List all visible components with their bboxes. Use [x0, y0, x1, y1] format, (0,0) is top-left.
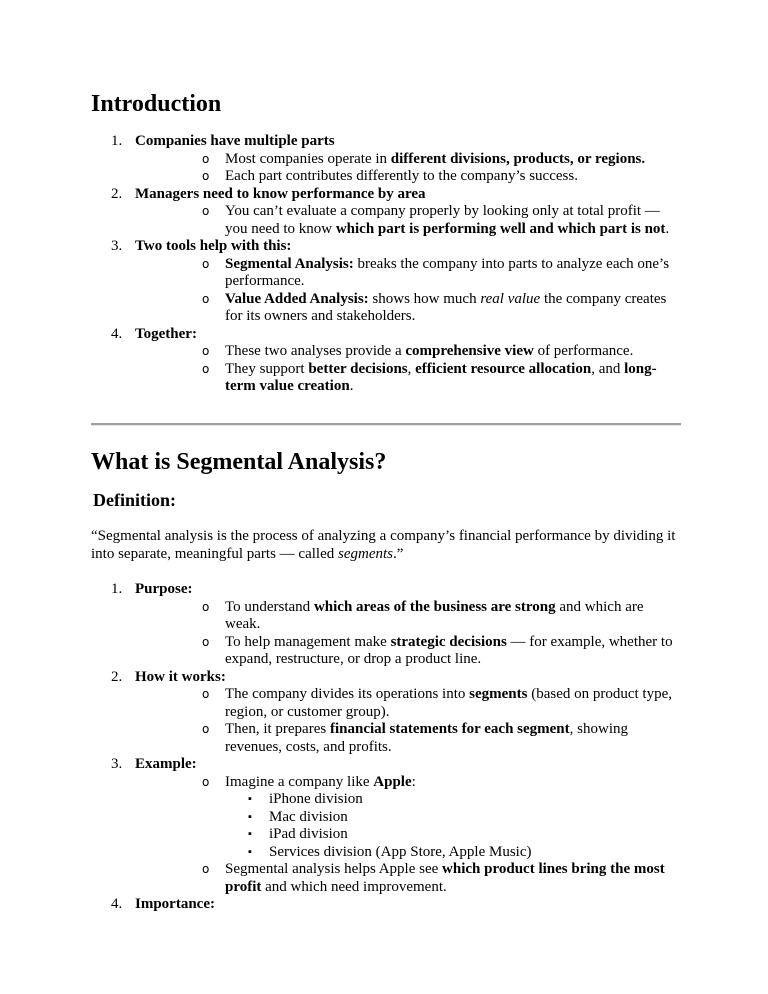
list-item-label: Example: [135, 756, 197, 772]
bullet-icon: o [202, 204, 210, 218]
definition-paragraph [91, 528, 681, 563]
section-heading-introduction: Introduction [91, 91, 222, 117]
sub-list-item [135, 291, 681, 326]
text: : [411, 773, 416, 790]
text: . [665, 220, 670, 237]
square-bullet-icon: ▪ [248, 810, 252, 823]
text: Segmental analysis helps Apple see [225, 861, 443, 877]
sub-list-item [135, 168, 681, 186]
bullet-icon: o [202, 344, 210, 358]
list-item [91, 238, 681, 326]
text: the company creates for its owners and stakeholders. [225, 290, 667, 324]
text: To help management make [225, 633, 391, 650]
text: Each part contributes differently to the company’s success. [225, 168, 578, 184]
sub-list-item [135, 343, 681, 361]
definition-heading: Definition: [93, 490, 176, 510]
text: Services division (App Store, Apple Music) [269, 843, 532, 860]
text: and which need improvement. [261, 878, 447, 895]
text: To understand [225, 598, 314, 615]
text: shows how much [368, 290, 481, 307]
square-bullet-icon: ▪ [248, 845, 252, 858]
text: of performance. [533, 343, 634, 359]
sub-list-item [135, 721, 681, 756]
text: , showing revenues, costs, and profits. [225, 721, 628, 755]
text: . [349, 378, 354, 394]
text: (based on product type, region, or customer group). [225, 686, 672, 720]
text: These two analyses provide a [225, 343, 406, 359]
bullet-icon: o [202, 256, 210, 271]
bold-text: segments [469, 686, 528, 702]
bold-text: Value Added Analysis: [225, 290, 369, 307]
bold-text: Segmental Analysis: [225, 255, 354, 272]
bold-text: different divisions, products, or regions. [390, 150, 646, 167]
bold-text: comprehensive view [405, 343, 534, 359]
list-number: 2. [111, 668, 123, 685]
italic-text: real value [480, 290, 541, 307]
list-number: 3. [111, 756, 123, 772]
list-item-label: How it works: [135, 668, 226, 685]
text: and which are weak. [225, 598, 644, 632]
bullet-icon: o [202, 722, 210, 736]
list-item-label: Companies have multiple parts [135, 133, 335, 149]
bullet-icon: o [202, 687, 210, 701]
list-item-label: Importance: [135, 896, 215, 912]
bullet-icon: o [202, 862, 210, 876]
text: The company divides its operations into [225, 686, 470, 702]
italic-text: segments [338, 545, 393, 562]
list-number: 2. [111, 185, 123, 202]
list-item [91, 581, 681, 669]
sub-list-item [135, 774, 681, 792]
list-number: 1. [111, 581, 123, 597]
text: .” [393, 545, 404, 562]
list-item-label: Together: [135, 325, 197, 342]
sub-list [135, 256, 681, 326]
list-number: 3. [111, 238, 123, 254]
section-heading-segmental-analysis: What is Segmental Analysis? [91, 449, 387, 475]
text: Mac division [269, 808, 348, 825]
bullet-icon: o [202, 599, 210, 614]
bullet-icon: o [202, 774, 210, 789]
bold-text: which product lines bring the most profit [225, 861, 665, 895]
list-item-label: Managers need to know performance by area [135, 185, 426, 202]
sub-list [135, 686, 681, 756]
segmental-list [91, 581, 681, 914]
sub-list [135, 599, 681, 669]
bullet-icon: o [202, 634, 210, 649]
text: , and [591, 360, 625, 377]
bold-text: efficient resource allocation [415, 360, 592, 377]
division-list-item [135, 826, 681, 844]
bullet-icon: o [202, 169, 210, 183]
sub-list [135, 343, 681, 396]
text: , [407, 360, 416, 377]
division-list-item [135, 809, 681, 827]
list-item [91, 756, 681, 896]
bold-text: Apple [373, 773, 412, 790]
list-item-label: Two tools help with this: [135, 238, 292, 254]
text: breaks the company into parts to analyze each one’s performance. [225, 255, 670, 289]
list-item [91, 669, 681, 757]
bold-text: which part is performing well and which part is not [335, 220, 666, 237]
text: iPad division [269, 826, 348, 842]
square-bullet-icon: ▪ [248, 828, 252, 840]
list-number: 4. [111, 896, 123, 912]
bullet-icon: o [202, 151, 210, 166]
bold-text: long-term value creation [225, 360, 657, 394]
list-number: 4. [111, 325, 123, 342]
sub-list-item [135, 361, 681, 396]
sub-list-item [135, 151, 681, 169]
sub-list [135, 774, 681, 792]
sub-list-item [135, 861, 681, 896]
division-list-item [135, 791, 681, 809]
bold-text: financial statements for each segment [329, 721, 570, 737]
sub-list-item [135, 634, 681, 669]
square-bullet-icon: ▪ [248, 793, 252, 805]
sub-list-item [135, 686, 681, 721]
horizontal-divider [91, 423, 681, 426]
division-list-item [135, 844, 681, 862]
sub-list [135, 203, 681, 238]
text: — for example, whether to expand, restructure, or drop a product line. [225, 633, 673, 667]
bold-text: better decisions [308, 360, 408, 377]
list-number: 1. [111, 133, 123, 149]
division-list [135, 791, 681, 861]
sub-list [135, 861, 681, 896]
sub-list [135, 151, 681, 186]
sub-list-item [135, 599, 681, 634]
list-item [91, 326, 681, 396]
list-item [91, 186, 681, 239]
bold-text: strategic decisions [390, 633, 507, 650]
list-item-label: Purpose: [135, 581, 193, 597]
sub-list-item [135, 203, 681, 238]
text: iPhone division [269, 791, 363, 807]
text: Most companies operate in [225, 150, 391, 167]
bullet-icon: o [202, 291, 210, 306]
text: They support [225, 360, 309, 377]
text: “Segmental analysis is the process of analyzing a company’s financial performance by dividing it into separate, meaningful parts — called [91, 528, 676, 562]
bold-text: which areas of the business are strong [313, 598, 556, 615]
list-item [91, 896, 681, 914]
text: Imagine a company like [225, 773, 374, 790]
text: Then, it prepares [225, 721, 330, 737]
introduction-list [91, 133, 681, 396]
bullet-icon: o [202, 361, 210, 376]
text: You can’t evaluate a company properly by looking only at total profit — you need to know [225, 203, 660, 237]
list-item [91, 133, 681, 186]
sub-list-item [135, 256, 681, 291]
